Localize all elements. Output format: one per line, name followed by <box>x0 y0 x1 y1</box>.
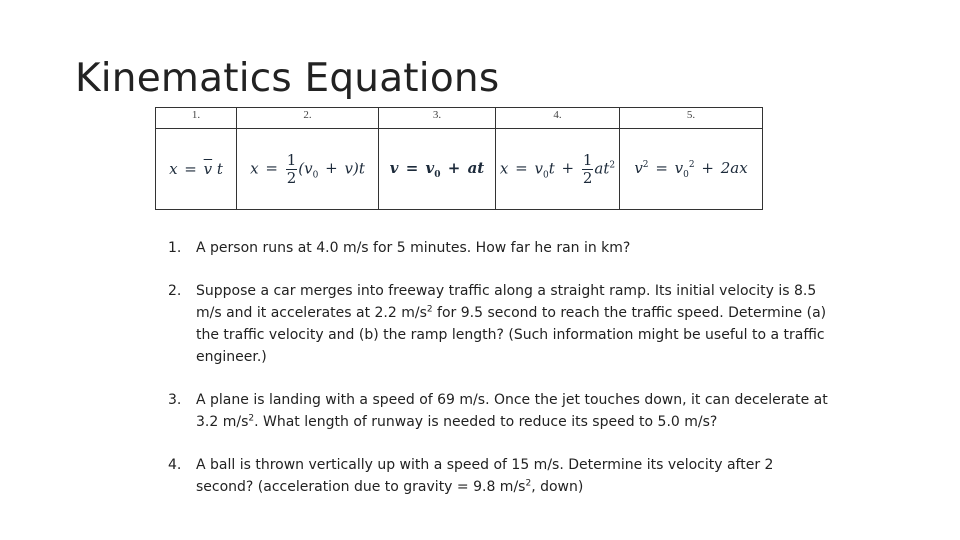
equation-number-4: 4. <box>496 108 620 129</box>
equation-5: $v^2 = v_0^2 + 2ax$ <box>620 129 763 210</box>
problem-text: A person runs at 4.0 m/s for 5 minutes. How far he ran in km? <box>196 240 631 256</box>
equation-number-2: 2. <box>237 108 379 129</box>
problem-list <box>168 237 828 519</box>
equation-3: $v = v_0$ + at <box>379 129 496 210</box>
problem-number: 2. <box>168 283 182 299</box>
problem-item <box>168 389 828 433</box>
problem-item <box>168 280 828 368</box>
equation-number-3: 3. <box>379 108 496 129</box>
equation-4: $x = v_0t$ + $\frac{1}{2}$ $at^2$ <box>496 129 620 210</box>
problem-number: 4. <box>168 457 182 473</box>
page-title: Kinematics Equations <box>75 56 500 101</box>
problem-number: 3. <box>168 392 182 408</box>
equation-number-1: 1. <box>156 108 237 129</box>
problem-number: 1. <box>168 240 182 256</box>
equation-2: x = $\frac{1}{2}$ $(v_0 + v)t$ <box>237 129 379 210</box>
equation-1: $x = \overline{v}$ t <box>156 129 237 210</box>
problem-item <box>168 454 828 498</box>
equations-table <box>155 107 763 210</box>
problem-text: A ball is thrown vertically up with a speed of 15 m/s. Determine its velocity after 2 second? (acceleration due to gravity = 9.8 $m/s^2$, down) <box>196 457 774 495</box>
problem-item <box>168 237 828 259</box>
problem-text: A plane is landing with a speed of 69 m/s. Once the jet touches down, it can decelerate at 3.2 $m/s^2$. What length of runway is needed to reduce its speed to 5.0 m/s? <box>196 392 828 430</box>
equation-number-5: 5. <box>620 108 763 129</box>
problem-text: Suppose a car merges into freeway traffic along a straight ramp. Its initial velocity is 8.5 m/s and it accelerates at 2.2 $m/s^2$ for 9.5 second to reach the traffic speed. Determine (a) the traffic velocity and (b) the ramp length? (Such information might be useful to a traffic engineer.) <box>196 283 827 365</box>
